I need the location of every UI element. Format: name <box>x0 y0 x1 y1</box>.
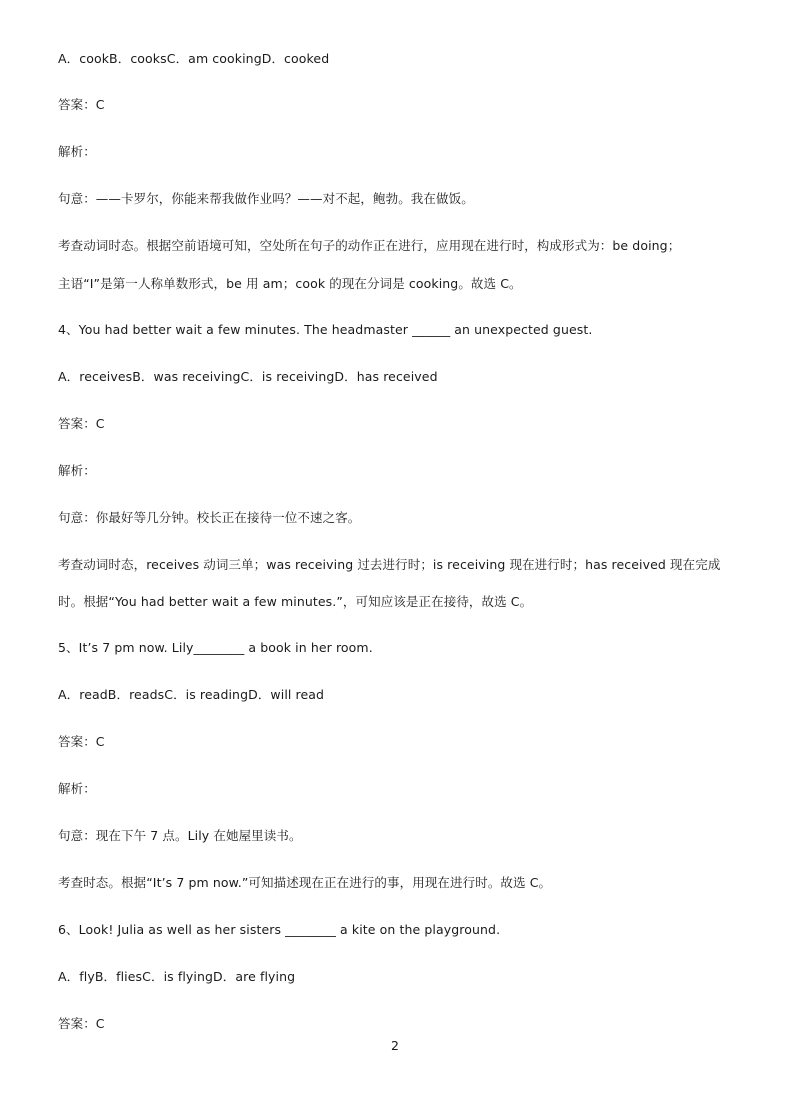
q4-explanation-2: 时。根据“You had better wait a few minutes.”，可知应该是正在接待，故选 C。 <box>58 594 533 609</box>
q3-translation: 句意：——卡罗尔，你能来帮我做作业吗？——对不起，鲍勃。我在做饭。 <box>58 191 474 206</box>
q5-analysis-label: 解析： <box>58 781 96 796</box>
q3-options: A．cookB．cooksC．am cookingD．cooked <box>58 51 330 66</box>
q3-analysis-label: 解析： <box>58 144 96 159</box>
q4-analysis-label: 解析： <box>58 463 96 478</box>
q3-answer: 答案：C <box>58 97 105 112</box>
q4-answer: 答案：C <box>58 416 105 431</box>
q5-explanation: 考查时态。根据“It’s 7 pm now.”可知描述现在正在进行的事，用现在进行时。故选 C。 <box>58 875 552 890</box>
q5-answer: 答案：C <box>58 734 105 749</box>
q5-options: A．readB．readsC．is readingD．will read <box>58 687 325 702</box>
page-number: 2 <box>391 1038 399 1053</box>
q4-explanation-1: 考查动词时态，receives 动词三单；was receiving 过去进行时；is receiving 现在进行时；has received 现在完成 <box>58 557 721 572</box>
q5-question: 5、It’s 7 pm now. Lily________ a book in her room. <box>58 640 373 655</box>
q3-explanation-1: 考查动词时态。根据空前语境可知，空处所在句子的动作正在进行，应用现在进行时，构成形式为：be doing； <box>58 238 681 253</box>
q4-translation: 句意：你最好等几分钟。校长正在接待一位不速之客。 <box>58 510 361 525</box>
q4-question: 4、You had better wait a few minutes. The headmaster ______ an unexpected guest. <box>58 322 593 337</box>
q4-options: A．receivesB．was receivingC．is receivingD．has received <box>58 369 438 384</box>
q6-question: 6、Look! Julia as well as her sisters ________ a kite on the playground. <box>58 922 501 937</box>
q5-translation: 句意：现在下午 7 点。Lily 在她屋里读书。 <box>58 828 302 843</box>
q3-explanation-2: 主语“I”是第一人称单数形式，be 用 am；cook 的现在分词是 cooking。故选 C。 <box>58 276 522 291</box>
q6-answer: 答案：C <box>58 1016 105 1031</box>
q6-options: A．flyB．fliesC．is flyingD．are flying <box>58 969 296 984</box>
